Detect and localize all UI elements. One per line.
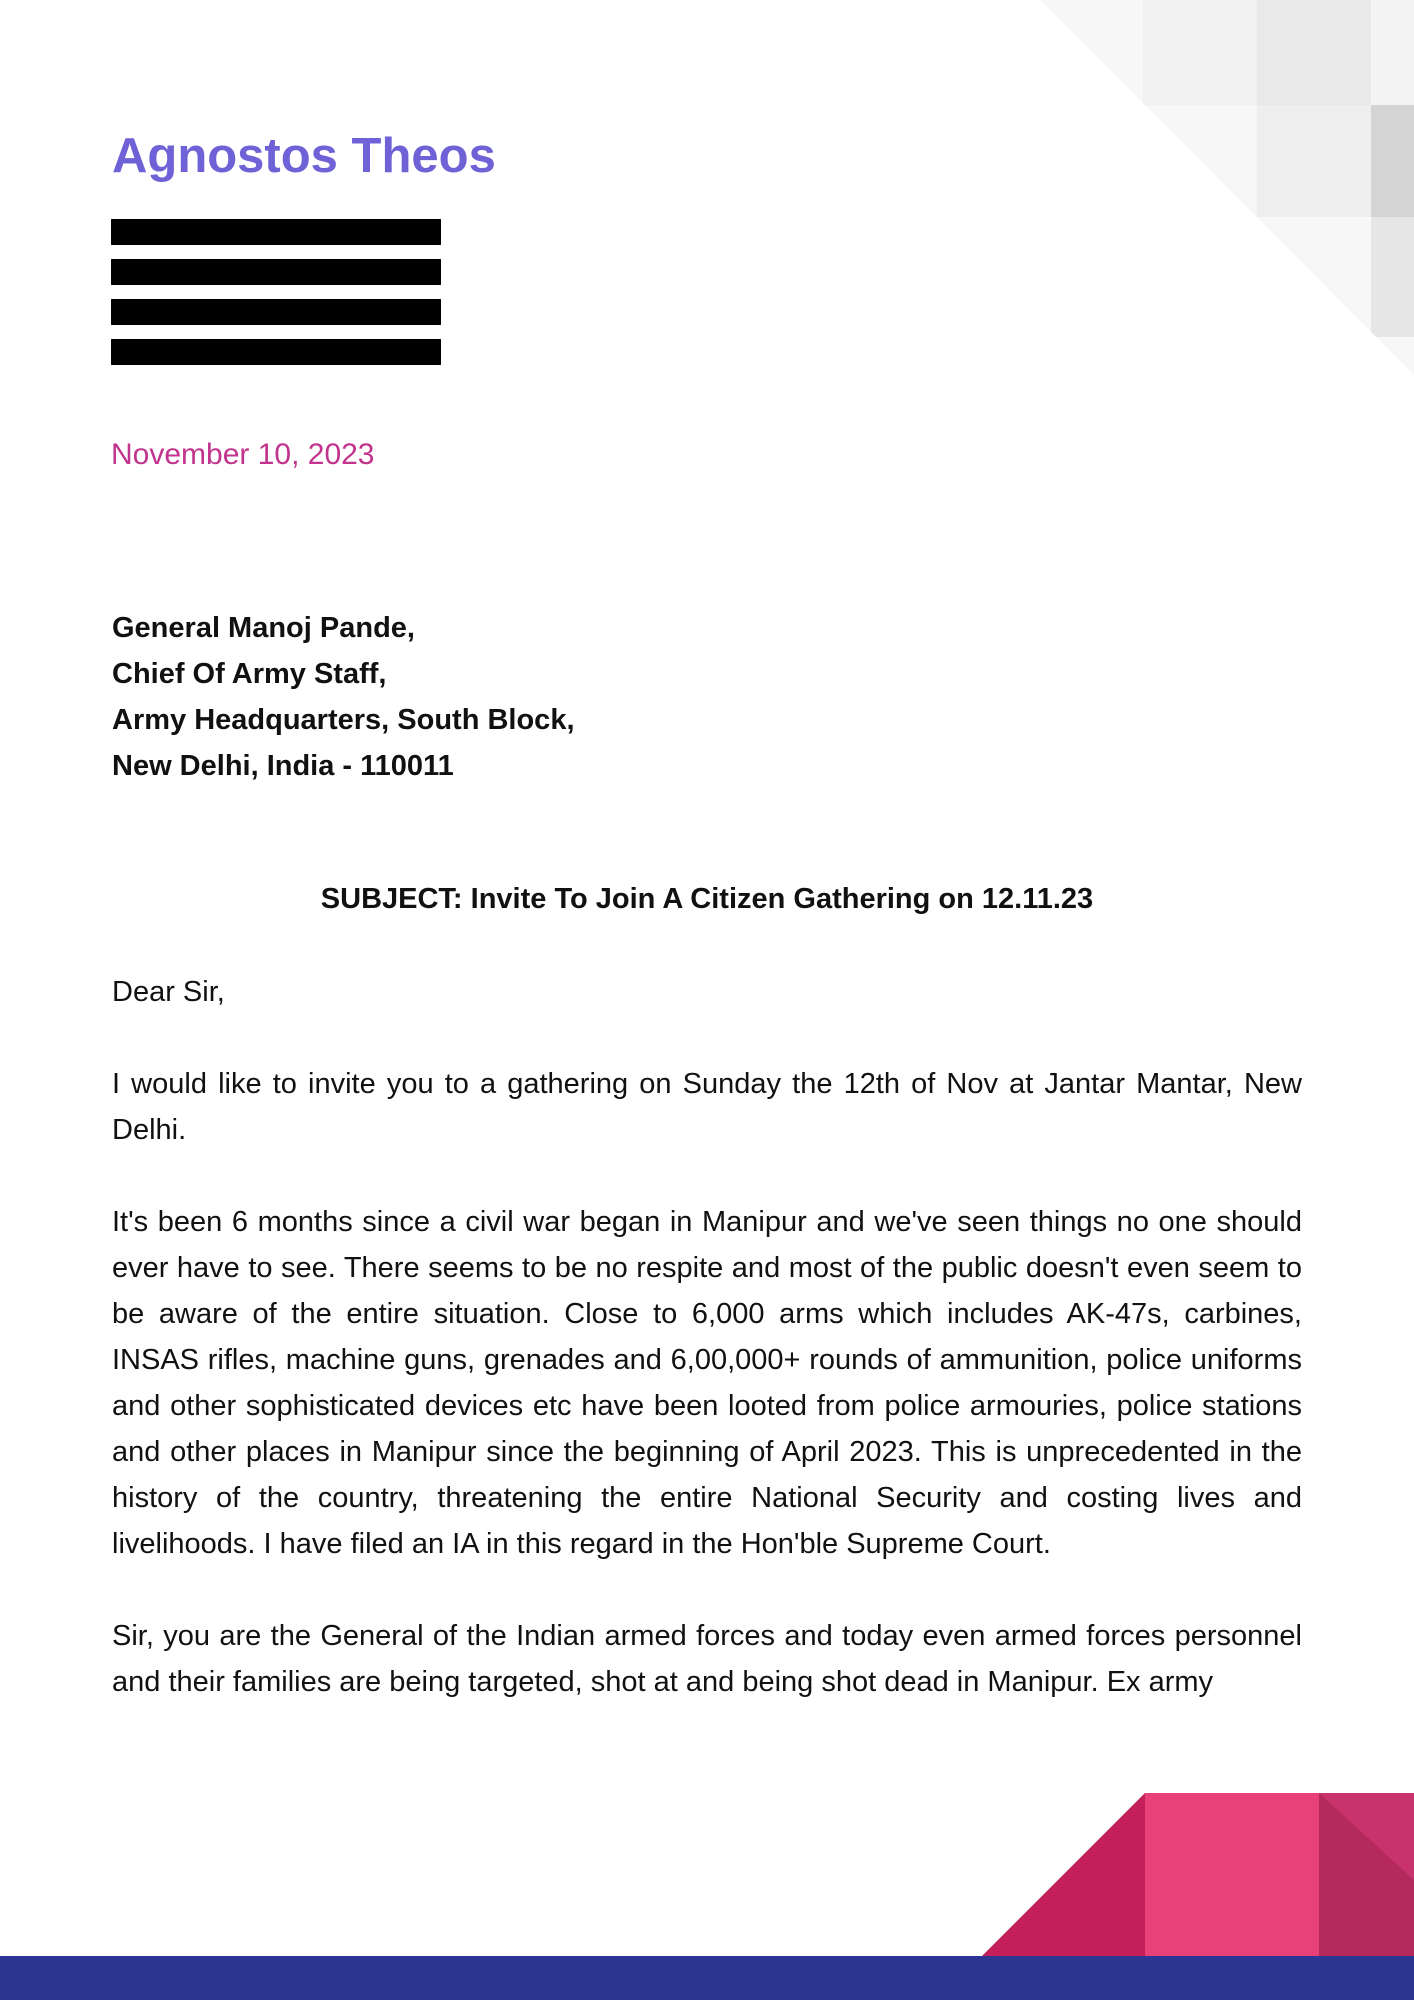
recipient-address: [112, 605, 575, 789]
bottom-right-accent: [980, 1793, 1414, 1958]
redaction-bar: [111, 299, 441, 325]
recipient-line: Army Headquarters, South Block,: [112, 704, 575, 736]
recipient-line: Chief Of Army Staff,: [112, 658, 387, 690]
salutation: Dear Sir,: [112, 976, 225, 1008]
footer-band: [0, 1956, 1414, 2000]
letter-date: November 10, 2023: [111, 438, 375, 471]
body-paragraph: It's been 6 months since a civil war began in Manipur and we've seen things no one should ever have to see. There seems to be no respite and most of the public doesn't even seem to be aware of the entire situation. Close to 6,000 arms which includes AK-47s, carbines, INSAS rifles, machine guns, grenades and 6,00,000+ rounds of ammunition, police uniforms and other sophisticated devices etc have been looted from police armouries, police stations and other places in Manipur since the beginning of April 2023. This is unprecedented in the history of the country, threatening the entire National Security and costing lives and livelihoods. I have filed an IA in this regard in the Hon'ble Supreme Court.: [112, 1206, 1302, 1560]
sender-name: Agnostos Theos: [112, 129, 496, 183]
body-paragraph: I would like to invite you to a gathering on Sunday the 12th of Nov at Jantar Mantar, New Delhi.: [112, 1068, 1302, 1146]
letter-body: [112, 1061, 1302, 1751]
recipient-line: New Delhi, India - 110011: [112, 750, 454, 782]
recipient-line: General Manoj Pande,: [112, 612, 415, 644]
subject-line: SUBJECT: Invite To Join A Citizen Gathering on 12.11.23: [320, 883, 1094, 915]
top-right-mosaic: [1035, 0, 1414, 380]
body-paragraph: Sir, you are the General of the Indian armed forces and today even armed forces personnel and their families are being targeted, shot at and being shot dead in Manipur. Ex army: [112, 1620, 1302, 1698]
redaction-bar: [111, 259, 441, 285]
redaction-bar: [111, 219, 441, 245]
redaction-bar: [111, 339, 441, 365]
